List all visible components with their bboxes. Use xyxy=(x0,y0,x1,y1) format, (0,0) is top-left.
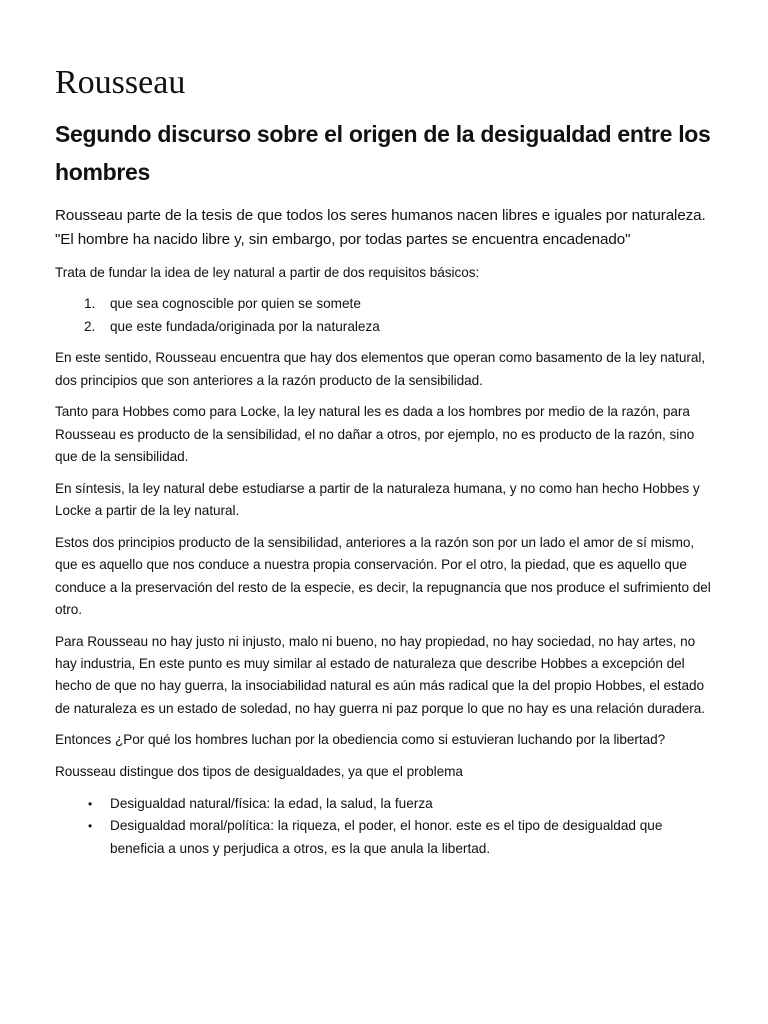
paragraph-requisitos-intro: Trata de fundar la idea de ley natural a partir de dos requisitos básicos: xyxy=(55,264,480,280)
paragraph-question: Entonces ¿Por qué los hombres luchan por la obediencia como si estuvieran luchando por la libertad? xyxy=(55,732,666,748)
list-item-text: Desigualdad moral/política: la riqueza, el poder, el honor. este es el tipo de desigualdad que beneficia a unos y perjudica a otros, es la que anula la libertad. xyxy=(110,818,663,856)
intro-paragraph: Rousseau parte de la tesis de que todos los seres humanos nacen libres e iguales por naturaleza. "El hombre ha nacido libre y, sin embargo, por todas partes se encuentra encadenado" xyxy=(55,206,706,248)
paragraph: Rousseau distingue dos tipos de desigualdades, ya que el problema xyxy=(55,764,463,780)
list-item xyxy=(55,293,716,315)
paragraph: Estos dos principios producto de la sensibilidad, anteriores a la razón son por un lado el amor de sí mismo, que es aquello que nos conduce a nuestra propia conservación. Por el otro, la piedad, que es aquello que conduce a la preservación del resto de la especie, es decir, la repugnancia que nos produce el sufrimiento del otro. xyxy=(55,534,711,617)
paragraph: Para Rousseau no hay justo ni injusto, malo ni bueno, no hay propiedad, no hay sociedad, no hay artes, no hay industria, En este punto es muy similar al estado de naturaleza que describe Hobbes a excepción del hecho de que no hay guerra, la insociabilidad natural es aún más radical que la del propio Hobbes, el estado de naturaleza es un estado de soledad, no hay guerra ni paz porque lo que no hay es una relación duradera. xyxy=(55,633,705,716)
list-item-text: Desigualdad natural/física: la edad, la salud, la fuerza xyxy=(110,795,433,811)
document-title: Rousseau xyxy=(55,64,186,101)
list-item-text: que sea cognoscible por quien se somete xyxy=(110,296,361,312)
desigualdades-list xyxy=(55,793,716,860)
list-item xyxy=(55,815,716,860)
requisitos-list xyxy=(55,293,716,338)
list-number: 1. xyxy=(84,296,96,312)
paragraph: Tanto para Hobbes como para Locke, la ley natural les es dada a los hombres por medio de la razón, para Rousseau es producto de la sensibilidad, el no dañar a otros, por ejemplo, no es producto de la razón, sino que de la sensibilidad. xyxy=(55,404,695,465)
paragraph: En este sentido, Rousseau encuentra que hay dos elementos que operan como basamento de la ley natural, dos principios que son anteriores a la razón producto de la sensibilidad. xyxy=(55,350,706,388)
list-item xyxy=(55,316,716,338)
list-item xyxy=(55,793,716,815)
document-subtitle: Segundo discurso sobre el origen de la desigualdad entre los hombres xyxy=(55,120,711,185)
bullet-icon: • xyxy=(88,796,93,811)
bullet-icon: • xyxy=(88,819,93,834)
list-item-text: que este fundada/originada por la naturaleza xyxy=(110,318,380,334)
list-number: 2. xyxy=(84,318,96,334)
paragraph: En síntesis, la ley natural debe estudiarse a partir de la naturaleza humana, y no como han hecho Hobbes y Locke a partir de la ley natural. xyxy=(55,480,700,519)
